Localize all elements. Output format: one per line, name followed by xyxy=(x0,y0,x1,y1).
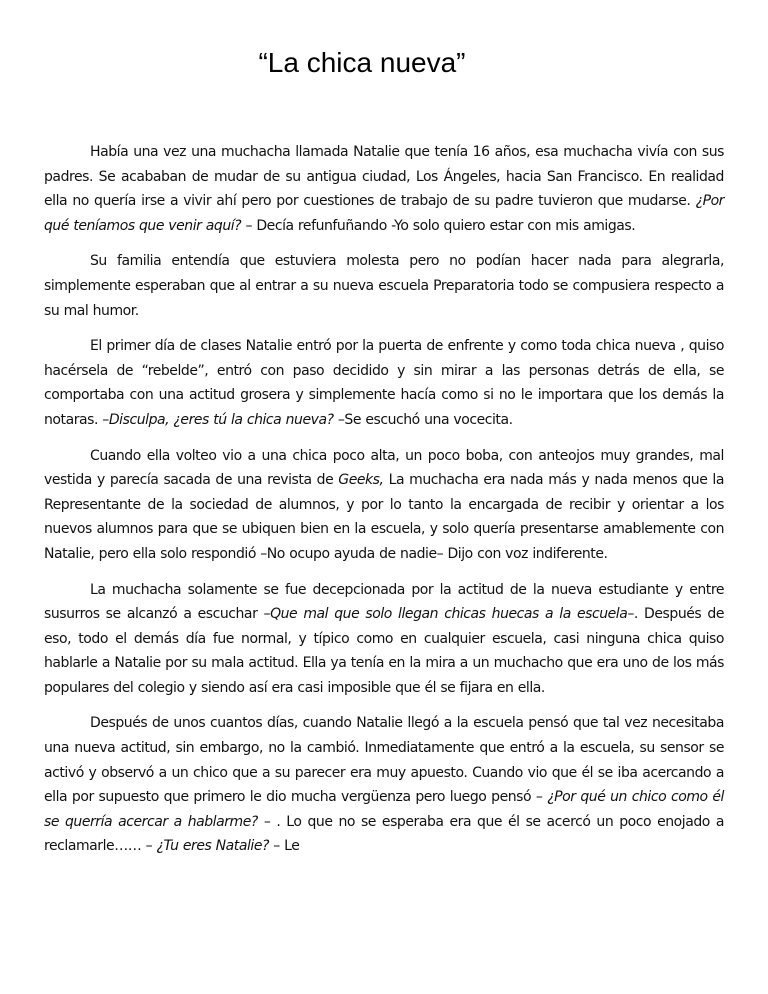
italic-dialogue: Que mal que solo llegan chicas huecas a la escuela xyxy=(270,606,628,623)
text-run: – Le xyxy=(269,838,300,855)
paragraph-6 xyxy=(44,711,724,859)
italic-dialogue: ¿Tu eres Natalie? xyxy=(156,838,269,855)
text-run: –Se escuchó una vocecita. xyxy=(333,411,513,428)
paragraph-4 xyxy=(44,444,724,567)
document-body xyxy=(44,140,724,870)
italic-dialogue: Disculpa, ¿eres tú la chica nueva? xyxy=(108,411,334,428)
text-run: – Decía refunfuñando -Yo solo quiero estar con mis amigas. xyxy=(241,217,636,234)
paragraph-1 xyxy=(44,140,724,238)
italic-dialogue: Geeks, xyxy=(338,472,384,489)
paragraph-3 xyxy=(44,334,724,432)
text-run: Había una vez una muchacha llamada Natalie que tenía 16 años, esa muchacha vivía con sus padres. Se acababan de mudar de su antigua ciudad, Los Ángeles, hacia San Francisco. En realidad ella no quería irse a vivir ahí pero por cuestiones de trabajo de su padre tuvieron que mudarse. xyxy=(44,144,724,210)
text-run: El primer día de clases Natalie entró por la puerta de enfrente y como toda chica nueva , quiso hacérsela de “rebelde”, entró con paso decidido y sin mirar a las personas detrás de ella, se comportaba con una actitud grosera y simplemente hacía como si no le importara que los demás la notaras. – xyxy=(44,338,724,428)
paragraph-2 xyxy=(44,249,724,323)
text-run: Cuando ella volteo vio a una chica poco alta, un poco boba, con anteojos muy grandes, mal vestida y parecía sacada de una revista de xyxy=(44,447,724,489)
document-title: “La chica nueva” xyxy=(258,47,466,78)
italic-dialogue: ¿Por qué teníamos que venir aquí? xyxy=(44,193,724,234)
paragraph-5 xyxy=(44,578,724,701)
text-run: – . Lo que no se esperaba era que él se acercó un poco enojado a reclamarle…… – xyxy=(44,813,724,855)
text-run: –. Después de eso, todo el demás día fue normal, y típico como en cualquier escuela, casi ninguna chica quiso hablarle a Natalie por su mala actitud. Ella ya tenía en la mira a un muchacho que era uno de los más populares del colegio y siendo así era casi imposible que él se fijara en ella. xyxy=(44,606,724,696)
text-run: Después de unos cuantos días, cuando Natalie llegó a la escuela pensó que tal vez necesitaba una nueva actitud, sin embargo, no la cambió. Inmediatamente que entró a la escuela, su sensor se activó y observó a un chico que a su parecer era muy apuesto. Cuando vio que él se iba acercando a ella por supuesto que primero le dio mucha vergüenza pero luego pensó – xyxy=(44,715,724,806)
text-run: Su familia entendía que estuviera molesta pero no podían hacer nada para alegrarla, simplemente esperaban que al entrar a su nueva escuela Preparatoria todo se compusiera respecto a su mal humor. xyxy=(44,253,724,319)
italic-dialogue: ¿Por qué un chico como él se querría acercar a hablarme? xyxy=(44,789,724,830)
text-run: La muchacha solamente se fue decepcionada por la actitud de la nueva estudiante y entre susurros se alcanzó a escuchar – xyxy=(44,581,724,623)
text-run: La muchacha era nada más y nada menos que la Representante de la sociedad de alumnos, y por lo tanto la encargada de recibir y orientar a los nuevos alumnos para que se ubiquen bien en la escuela, y solo quería presentarse amablemente con Natalie, pero ella solo respondió –No ocupo ayuda de nadie– Dijo con voz indiferente. xyxy=(44,472,724,562)
